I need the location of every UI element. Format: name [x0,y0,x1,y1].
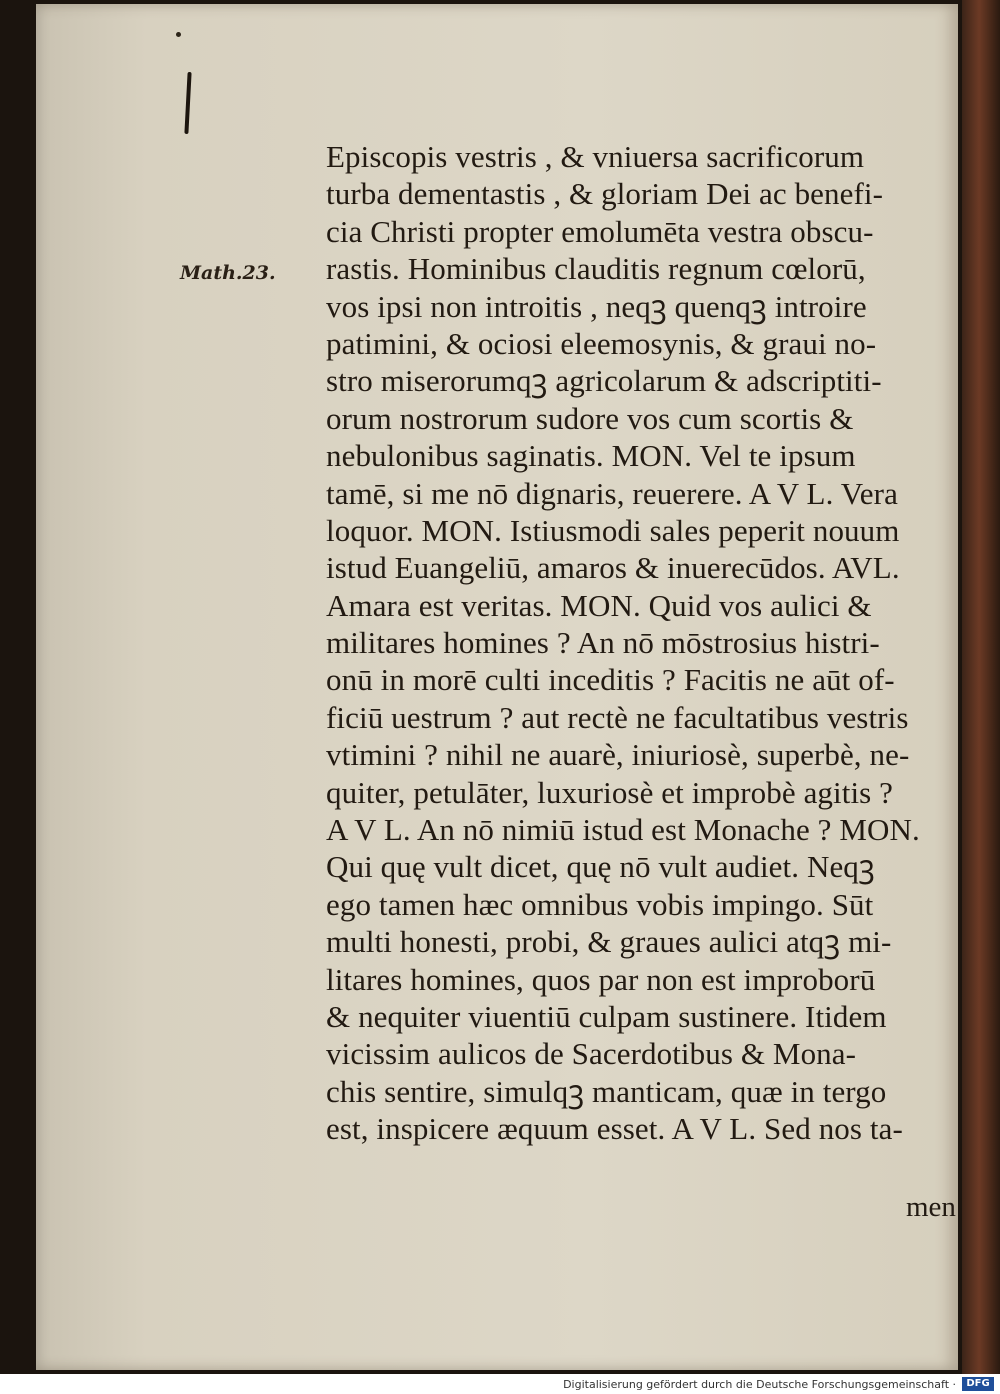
dfg-logo-icon: DFG [962,1377,994,1391]
text-line: patimini, & ociosi eleemosynis, & graui no- [326,325,877,361]
catchword: men [906,1191,956,1223]
text-line: quiter, petulāter, luxuriosè et improbè agitis ? [326,774,894,810]
text-line: Episcopis vestris , & vniuersa sacrificorum [326,139,865,174]
ink-stroke-mark [184,72,191,134]
text-line: est, inspicere æquum esset. A V L. Sed nos ta- [326,1111,903,1147]
text-line: litares homines, quos par non est improborū [326,961,876,997]
text-line: Qui quę vult dicet, quę nō vult audiet. Neqꝫ [326,849,875,885]
text-line: chis sentire, simulqꝫ manticam, quæ in tergo [326,1073,887,1109]
body-text [326,138,976,1148]
text-line: & nequiter viuentiū culpam sustinere. Itidem [326,998,887,1034]
text-line: vicissim aulicos de Sacerdotibus & Mona- [326,1036,857,1072]
text-line: vos ipsi non introitis , neqꝫ quenqꝫ introire [326,288,867,324]
text-line: loquor. MON. Istiusmodi sales peperit nouum [326,512,900,548]
text-line: rastis. Hominibus clauditis regnum cœlorū, [326,251,866,287]
text-line: A V L. An nō nimiū istud est Monache ? MON. [326,812,920,848]
ink-dot [176,32,181,37]
text-line: orum nostrorum sudore vos cum scortis & [326,400,854,436]
text-line: stro miserorumqꝫ agricolarum & adscriptiti- [326,363,882,399]
footer-bar [0,1374,1000,1394]
text-line: multi honesti, probi, & graues aulici atqꝫ mi- [326,924,892,960]
text-line: onū in morē culti inceditis ? Facitis ne aūt of- [326,662,895,698]
text-line: turba dementastis , & gloriam Dei ac benefi- [326,176,884,212]
text-line: Amara est veritas. MON. Quid vos aulici & [326,587,872,623]
text-line: istud Euangeliū, amaros & inuerecūdos. AVL. [326,550,900,586]
text-line: vtimini ? nihil ne auarè, iniuriosè, superbè, ne- [326,737,910,773]
marginal-note: Math.23. [180,262,276,284]
text-line: nebulonibus saginatis. MON. Vel te ipsum [326,438,856,474]
text-line: ficiū uestrum ? aut rectè ne facultatibus vestris [326,699,909,735]
book-page [36,4,958,1370]
text-line: cia Christi propter emolumēta vestra obscu- [326,213,874,249]
text-line: tamē, si me nō dignaris, reuerere. A V L. Vera [326,475,898,511]
text-line: ego tamen hæc omnibus vobis impingo. Sūt [326,886,874,922]
text-line: militares homines ? An nō mōstrosius histri- [326,625,880,661]
funding-note: Digitalisierung gefördert durch die Deutsche Forschungsgemeinschaft · [563,1378,956,1391]
